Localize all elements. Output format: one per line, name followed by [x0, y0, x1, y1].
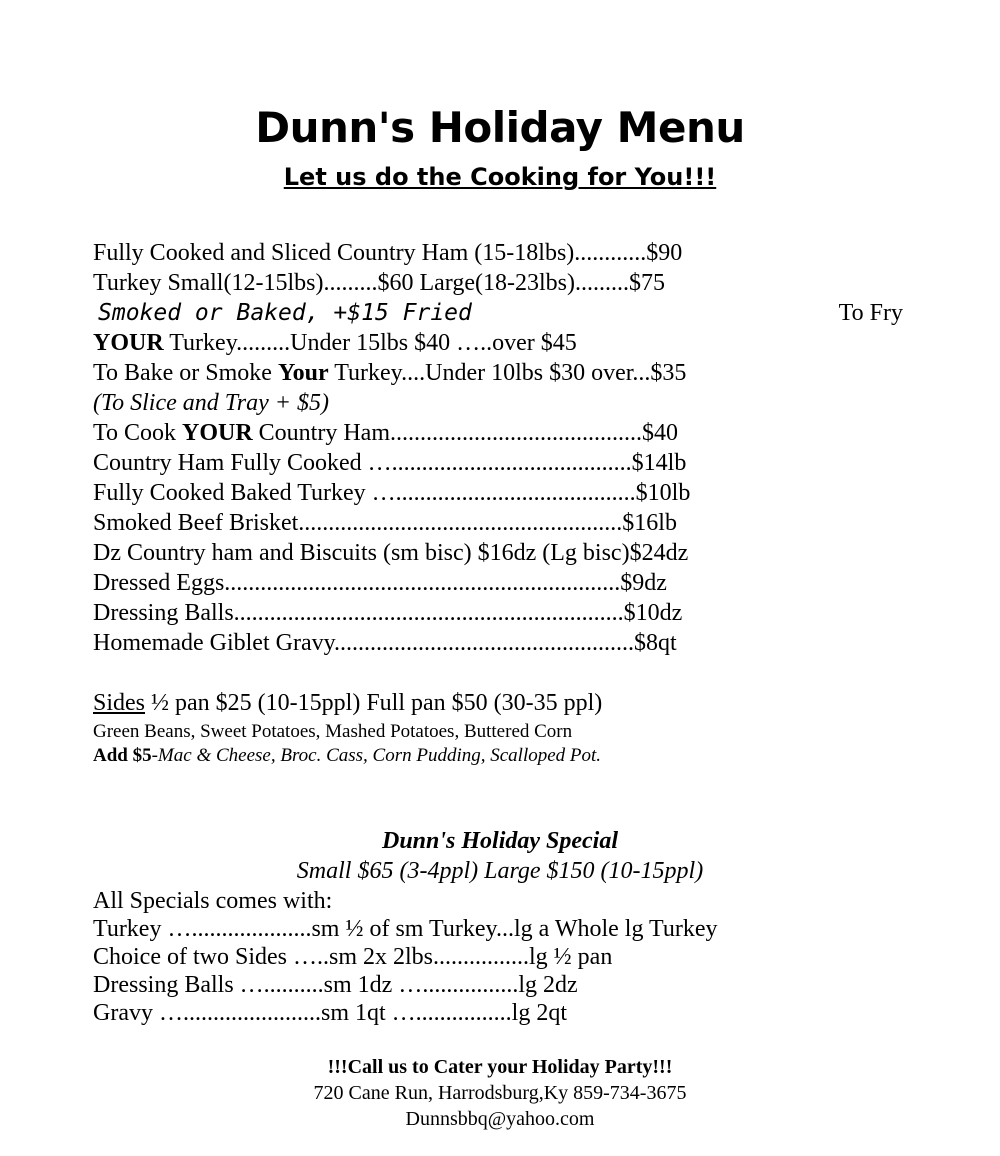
menu-item-slice-tray: (To Slice and Tray + $5) — [93, 390, 329, 416]
cook-prefix: To Cook — [93, 420, 182, 446]
special-turkey: Turkey …....................sm ½ of sm Turkey...lg a Whole lg Turkey — [93, 916, 718, 942]
special-dressing: Dressing Balls …..........sm 1dz …................lg 2dz — [93, 972, 578, 998]
menu-item-ham-per-lb: Country Ham Fully Cooked …........................................$14lb — [93, 450, 687, 476]
turkey-styles: Smoked or Baked, +$15 Fried — [98, 300, 472, 326]
menu-item-bake-your-turkey — [93, 358, 686, 388]
your-emphasis: Your — [277, 360, 329, 386]
sides-list: Green Beans, Sweet Potatoes, Mashed Potatoes, Buttered Corn — [93, 721, 573, 742]
cook-suffix: Country Ham..........................................$40 — [252, 420, 678, 446]
special-intro: All Specials comes with: — [93, 888, 333, 914]
sides-add-list: -Mac & Cheese, Broc. Cass, Corn Pudding, Scalloped Pot. — [151, 745, 602, 766]
menu-item-dressing-balls: Dressing Balls.................................................................$10dz — [93, 600, 683, 626]
sides-pricing: ½ pan $25 (10-15ppl) Full pan $50 (30-35 ppl) — [145, 690, 603, 716]
cater-callout: !!!Call us to Cater your Holiday Party!!! — [327, 1056, 673, 1078]
special-prices: Small $65 (3-4ppl) Large $150 (10-15ppl) — [296, 858, 704, 884]
menu-item-dressed-eggs: Dressed Eggs..................................................................$9dz — [93, 570, 667, 596]
menu-item-fry-your-turkey — [93, 328, 577, 358]
your-emphasis: YOUR — [93, 330, 164, 356]
sides-addon-row — [93, 744, 601, 768]
contact-email: Dunnsbbq@yahoo.com — [405, 1108, 595, 1130]
page-title: Dunn's Holiday Menu — [255, 103, 745, 152]
menu-item-turkey-per-lb: Fully Cooked Baked Turkey …........................................$10lb — [93, 480, 691, 506]
sides-label: Sides — [93, 690, 146, 716]
menu-item-brisket: Smoked Beef Brisket......................................................$16lb — [93, 510, 677, 536]
special-sides: Choice of two Sides …..sm 2x 2lbs................lg ½ pan — [93, 944, 613, 970]
menu-item-ham-sliced: Fully Cooked and Sliced Country Ham (15-18lbs)............$90 — [93, 240, 683, 266]
contact-address: 720 Cane Run, Harrodsburg,Ky 859-734-3675 — [313, 1082, 687, 1104]
special-title: Dunn's Holiday Special — [381, 828, 619, 854]
to-fry-label: To Fry — [838, 300, 903, 326]
sides-add-label: Add $5 — [93, 745, 152, 766]
menu-item-giblet-gravy: Homemade Giblet Gravy..................................................$8qt — [93, 630, 677, 656]
your-emphasis: YOUR — [182, 420, 253, 446]
special-gravy: Gravy ….......................sm 1qt …................lg 2qt — [93, 1000, 567, 1026]
fry-your-turkey-text: Turkey.........Under 15lbs $40 …..over $45 — [163, 330, 577, 356]
menu-item-cook-your-ham — [93, 418, 678, 448]
menu-turkey-styles-row — [98, 298, 903, 328]
menu-item-ham-biscuits: Dz Country ham and Biscuits (sm bisc) $16dz (Lg bisc)$24dz — [93, 540, 689, 566]
menu-item-turkey-sizes: Turkey Small(12-15lbs).........$60 Large(18-23lbs).........$75 — [93, 270, 665, 296]
page-subtitle: Let us do the Cooking for You!!! — [283, 163, 717, 191]
bake-suffix: Turkey....Under 10lbs $30 over...$35 — [328, 360, 687, 386]
bake-prefix: To Bake or Smoke — [93, 360, 278, 386]
sides-pricing-row — [93, 688, 602, 718]
